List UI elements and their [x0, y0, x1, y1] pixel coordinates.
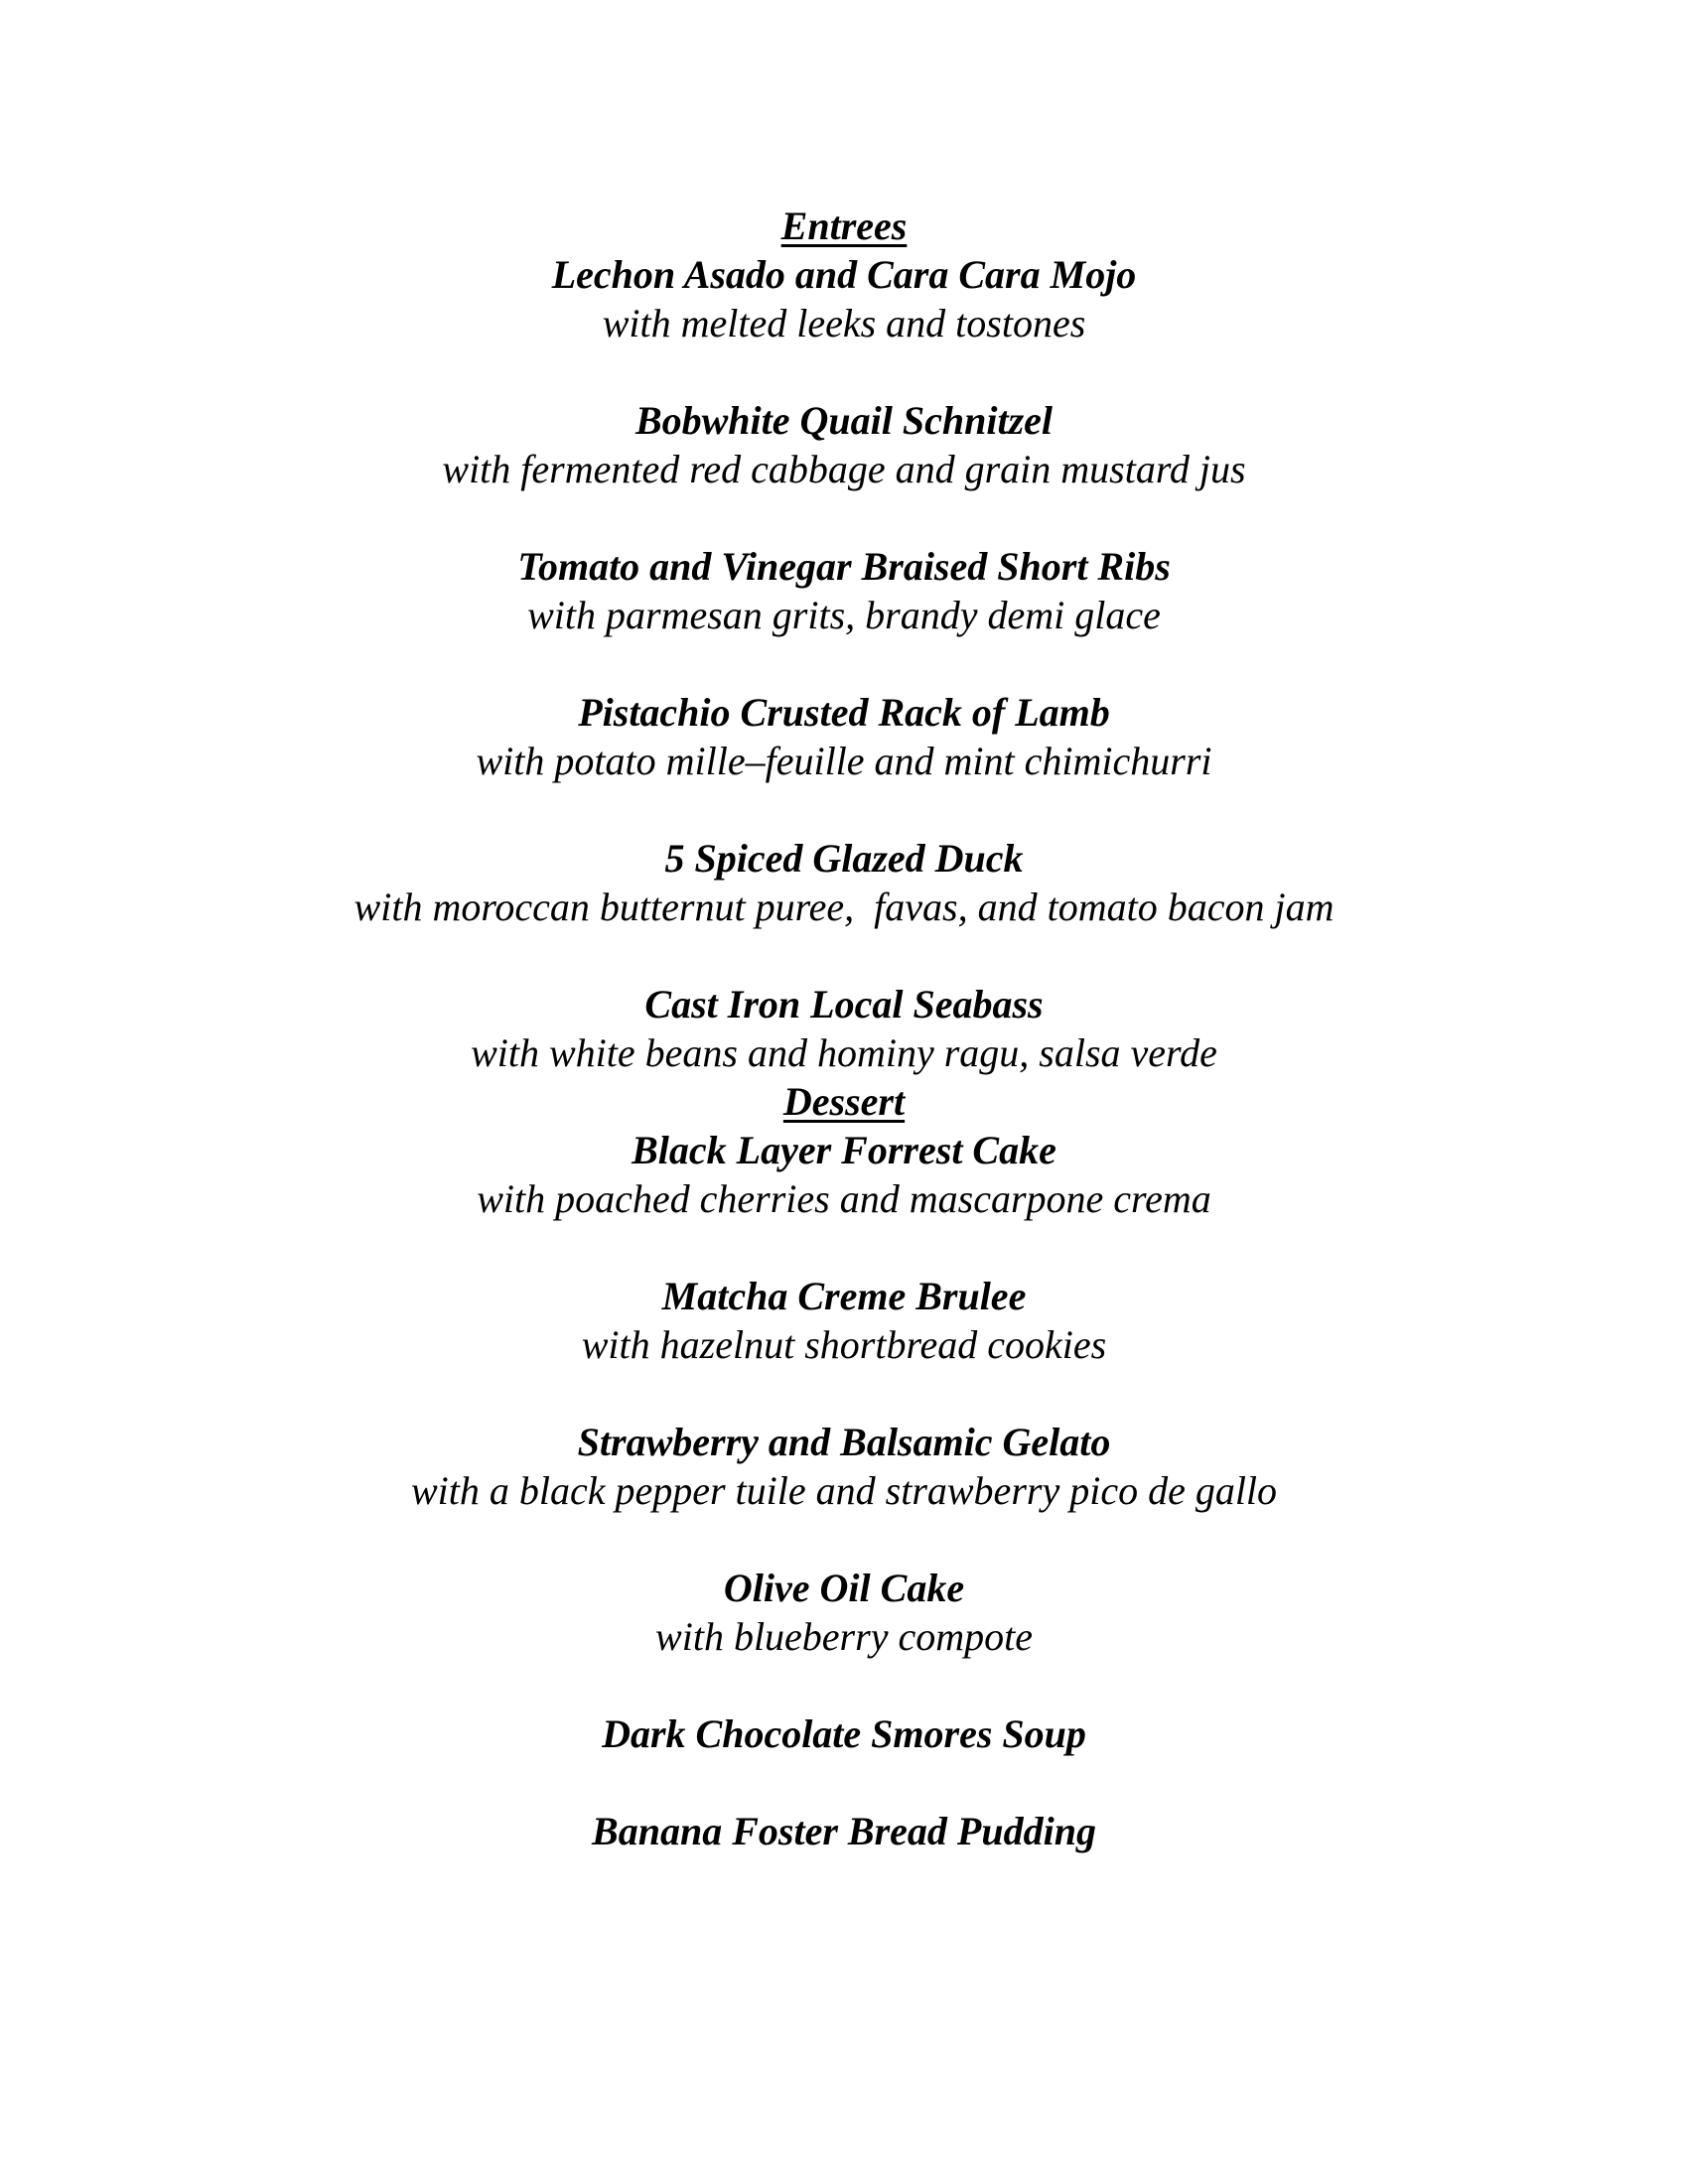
item-title: Bobwhite Quail Schnitzel — [634, 398, 1054, 443]
section-heading-entrees: Entrees — [780, 204, 908, 248]
item-subtitle: with blueberry compote — [655, 1614, 1033, 1659]
item-title: 5 Spiced Glazed Duck — [664, 836, 1024, 881]
item-subtitle: with white beans and hominy ragu, salsa verde — [471, 1030, 1217, 1075]
menu-item — [0, 1564, 1688, 1661]
item-subtitle: with potato mille–feuille and mint chimichurri — [476, 739, 1212, 783]
item-title: Strawberry and Balsamic Gelato — [577, 1420, 1111, 1464]
item-subtitle: with moroccan butternut puree, favas, and tomato bacon jam — [353, 885, 1335, 929]
menu-item — [0, 1709, 1688, 1758]
item-subtitle: with melted leeks and tostones — [602, 301, 1086, 345]
item-title: Dark Chocolate Smores Soup — [602, 1711, 1086, 1756]
menu — [0, 202, 1688, 1855]
item-title: Black Layer Forrest Cake — [632, 1128, 1056, 1172]
item-title: Pistachio Crusted Rack of Lamb — [578, 690, 1110, 735]
menu-item — [0, 688, 1688, 785]
menu-item — [0, 250, 1688, 347]
section-entrees — [0, 202, 1688, 1077]
item-subtitle: with a black pepper tuile and strawberry pico de gallo — [410, 1468, 1278, 1513]
menu-item — [0, 1807, 1688, 1855]
menu-item — [0, 542, 1688, 639]
item-subtitle: with hazelnut shortbread cookies — [581, 1322, 1107, 1367]
item-title: Lechon Asado and Cara Cara Mojo — [551, 252, 1137, 297]
menu-item — [0, 396, 1688, 493]
section-heading-dessert: Dessert — [782, 1079, 906, 1124]
menu-item — [0, 1272, 1688, 1369]
section-dessert — [0, 1077, 1688, 1855]
item-title: Tomato and Vinegar Braised Short Ribs — [517, 544, 1171, 589]
menu-item — [0, 1418, 1688, 1515]
menu-item — [0, 980, 1688, 1077]
menu-item — [0, 834, 1688, 931]
menu-item — [0, 1126, 1688, 1223]
item-subtitle: with poached cherries and mascarpone crema — [477, 1176, 1211, 1221]
item-title: Olive Oil Cake — [723, 1566, 965, 1610]
item-subtitle: with parmesan grits, brandy demi glace — [527, 593, 1161, 637]
item-title: Banana Foster Bread Pudding — [592, 1809, 1096, 1853]
item-title: Cast Iron Local Seabass — [644, 982, 1044, 1026]
item-subtitle: with fermented red cabbage and grain mustard jus — [442, 447, 1246, 491]
item-title: Matcha Creme Brulee — [661, 1274, 1027, 1318]
